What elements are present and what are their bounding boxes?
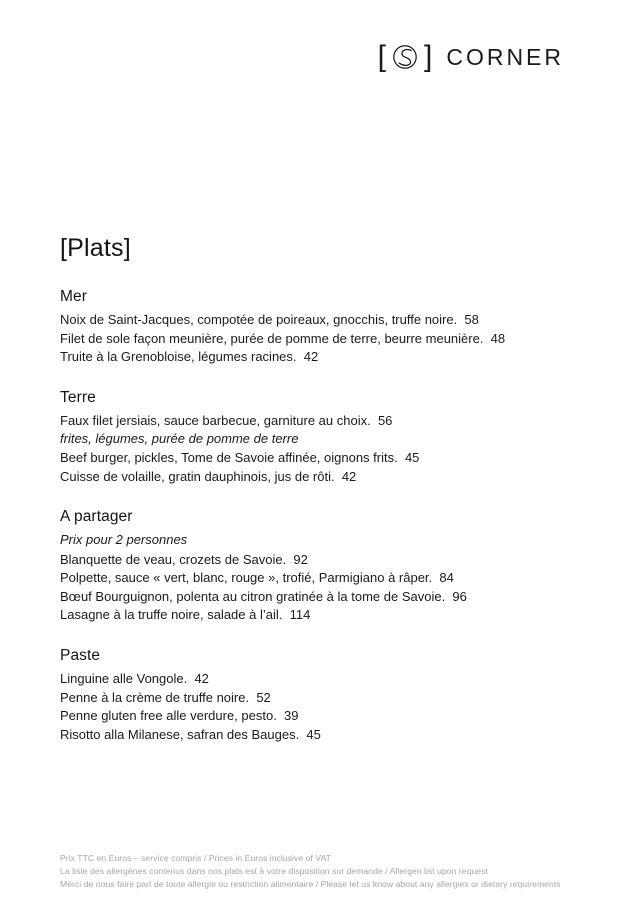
- section-title: A partager: [60, 508, 133, 526]
- menu-item: Linguine alle Vongole. 42: [60, 671, 209, 687]
- menu-item: Noix de Saint-Jacques, compotée de poireaux, gnocchis, truffe noire. 58: [60, 312, 479, 327]
- brand-logo: [378, 40, 564, 74]
- section-title: Terre: [60, 388, 96, 406]
- dish-description: frites, légumes, purée de pomme de terre: [60, 431, 299, 447]
- stylized-s-logo-icon: [392, 44, 418, 70]
- page-title: [Plats]: [60, 234, 131, 262]
- footer-notes: [60, 852, 605, 891]
- menu-item: Penne à la crème de truffe noire. 52: [60, 689, 271, 705]
- menu-item: Blanquette de veau, crozets de Savoie. 92: [60, 551, 308, 567]
- menu-section: [60, 389, 580, 486]
- menu-item: Penne gluten free alle verdure, pesto. 39: [60, 708, 299, 724]
- footer-line: La liste des allergènes contenus dans nos plats est à votre disposition sur demande / Allergen list upon request: [60, 866, 488, 876]
- footer-line: Merci de nous faire part de toute allergie ou restriction alimentaire / Please let us know about any allergies or dietary requirements: [60, 879, 561, 889]
- bracket-left-icon: [: [377, 40, 386, 73]
- bracket-right-icon: ]: [423, 40, 433, 73]
- menu-item: Lasagne à la truffe noire, salade à l’ail. 114: [60, 607, 311, 623]
- brand-mark: [378, 42, 433, 72]
- menu-item: Filet de sole façon meunière, purée de pomme de terre, beurre meunière. 48: [60, 330, 506, 346]
- brand-name: CORNER: [446, 43, 564, 70]
- menu-section: [60, 508, 580, 625]
- section-title: Mer: [60, 288, 87, 305]
- menu-item: Beef burger, pickles, Tome de Savoie affinée, oignons frits. 45: [60, 449, 420, 465]
- section-note: Prix pour 2 personnes: [60, 532, 188, 548]
- menu-section: [60, 647, 580, 744]
- section-title: Paste: [60, 647, 101, 665]
- menu-item: Risotto alla Milanese, safran des Bauges. 45: [60, 726, 321, 742]
- footer-line: Prix TTC en Euros – service compris / Prices in Euros inclusive of VAT: [60, 853, 331, 863]
- menu-item: Bœuf Bourguignon, polenta au citron gratinée à la tome de Savoie. 96: [60, 588, 467, 604]
- menu-item: Truite à la Grenobloise, légumes racines. 42: [60, 349, 319, 365]
- menu-item: Polpette, sauce « vert, blanc, rouge », trofié, Parmigiano à râper. 84: [60, 570, 454, 586]
- menu-section: [60, 288, 580, 367]
- menu-item: Cuisse de volaille, gratin dauphinois, jus de rôti. 42: [60, 468, 357, 484]
- menu-sections: [60, 288, 580, 744]
- menu-item: Faux filet jersiais, sauce barbecue, garniture au choix. 56: [60, 412, 393, 428]
